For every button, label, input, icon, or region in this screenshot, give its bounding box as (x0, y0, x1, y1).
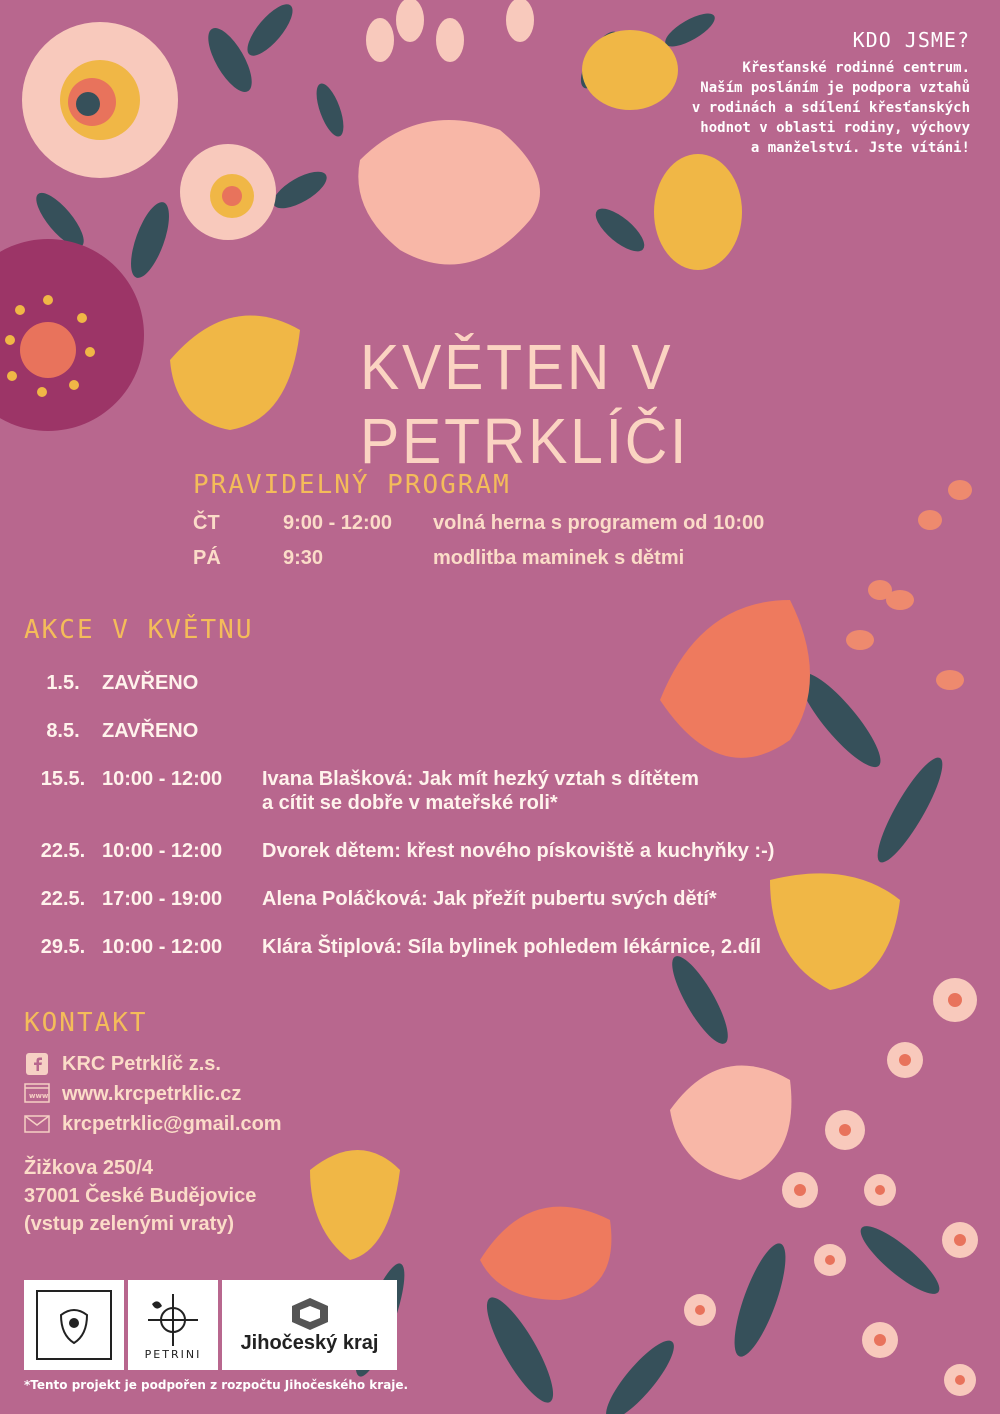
program-row (193, 512, 764, 535)
program-text: volná herna s programem od 10:00 (433, 512, 765, 534)
event-date: 8.5. (46, 720, 80, 742)
event-time: 10:00 - 12:00 (102, 936, 223, 958)
email-address: krcpetrklic@gmail.com (62, 1112, 282, 1135)
event-date: 22.5. (40, 840, 86, 862)
logos (24, 1280, 397, 1370)
event-text: Alena Poláčková: Jak přežít pubertu svých dětí* (262, 888, 717, 910)
krc-logo (24, 1280, 124, 1370)
event-row (24, 839, 884, 863)
event-date: 1.5. (46, 672, 80, 694)
facebook-link[interactable] (24, 1052, 282, 1076)
event-time: ZAVŘENO (102, 672, 199, 694)
petrini-logo (128, 1280, 218, 1370)
event-time: 10:00 - 12:00 (102, 768, 223, 790)
program-time: 9:30 (283, 547, 324, 569)
event-time: ZAVŘENO (102, 720, 199, 742)
event-row (24, 767, 884, 815)
jihocesky-kraj-logo (222, 1280, 397, 1370)
event-time: 17:00 - 19:00 (102, 888, 223, 910)
event-date: 15.5. (40, 768, 86, 790)
event-time: 10:00 - 12:00 (102, 840, 223, 862)
kraj-label: Jihočeský kraj (240, 1331, 379, 1354)
program-time: 9:00 - 12:00 (283, 512, 392, 534)
web-link[interactable] (24, 1082, 282, 1106)
program-text: modlitba maminek s dětmi (433, 547, 685, 569)
email-link[interactable] (24, 1112, 282, 1136)
petrini-label: PETRINI (144, 1347, 202, 1361)
event-row (24, 935, 884, 959)
events-section (24, 615, 884, 959)
regular-program (193, 470, 764, 570)
event-text: Ivana Blašková: Jak mít hezký vztah s dítětem a cítit se dobře v mateřské roli* (262, 768, 699, 814)
facebook-icon (24, 1053, 50, 1075)
event-date: 22.5. (40, 888, 86, 910)
regular-program-title: PRAVIDELNÝ PROGRAM (193, 470, 511, 500)
event-text: Dvorek dětem: křest nového pískoviště a kuchyňky :-) (262, 840, 775, 862)
event-text (262, 671, 842, 695)
program-day: ČT (193, 512, 220, 534)
event-text: Klára Štiplová: Síla bylinek pohledem lékárnice, 2.díl (262, 936, 762, 958)
svg-text:www: www (29, 1092, 49, 1100)
about-title: KDO JSME? (852, 28, 970, 52)
web-url: www.krcpetrklic.cz (62, 1082, 242, 1105)
page-title: KVĚTEN V PETRKLÍČI (360, 331, 690, 477)
event-row (24, 671, 884, 695)
program-day: PÁ (193, 547, 221, 569)
footnote: *Tento projekt je podpořen z rozpočtu Jihočeského kraje. (24, 1378, 409, 1392)
event-text (262, 719, 842, 743)
facebook-name: KRC Petrklíč z.s. (62, 1052, 221, 1075)
event-row (24, 887, 884, 911)
web-icon (24, 1083, 50, 1105)
address: Žižkova 250/4 37001 České Budějovice (vstup zelenými vraty) (24, 1157, 257, 1235)
contact-title: KONTAKT (24, 1008, 148, 1038)
about-text: Křesťanské rodinné centrum. Naším posláním je podpora vztahů v rodinách a sdílení křesťanských hodnot v oblasti rodiny, výchovy a manželství. Jste vítáni! (691, 60, 970, 156)
program-row (193, 547, 764, 570)
mail-icon (24, 1113, 50, 1135)
contact-section (24, 1008, 282, 1238)
event-row (24, 719, 884, 743)
events-title: AKCE V KVĚTNU (24, 615, 254, 645)
event-date: 29.5. (40, 936, 86, 958)
about-section (550, 28, 970, 158)
